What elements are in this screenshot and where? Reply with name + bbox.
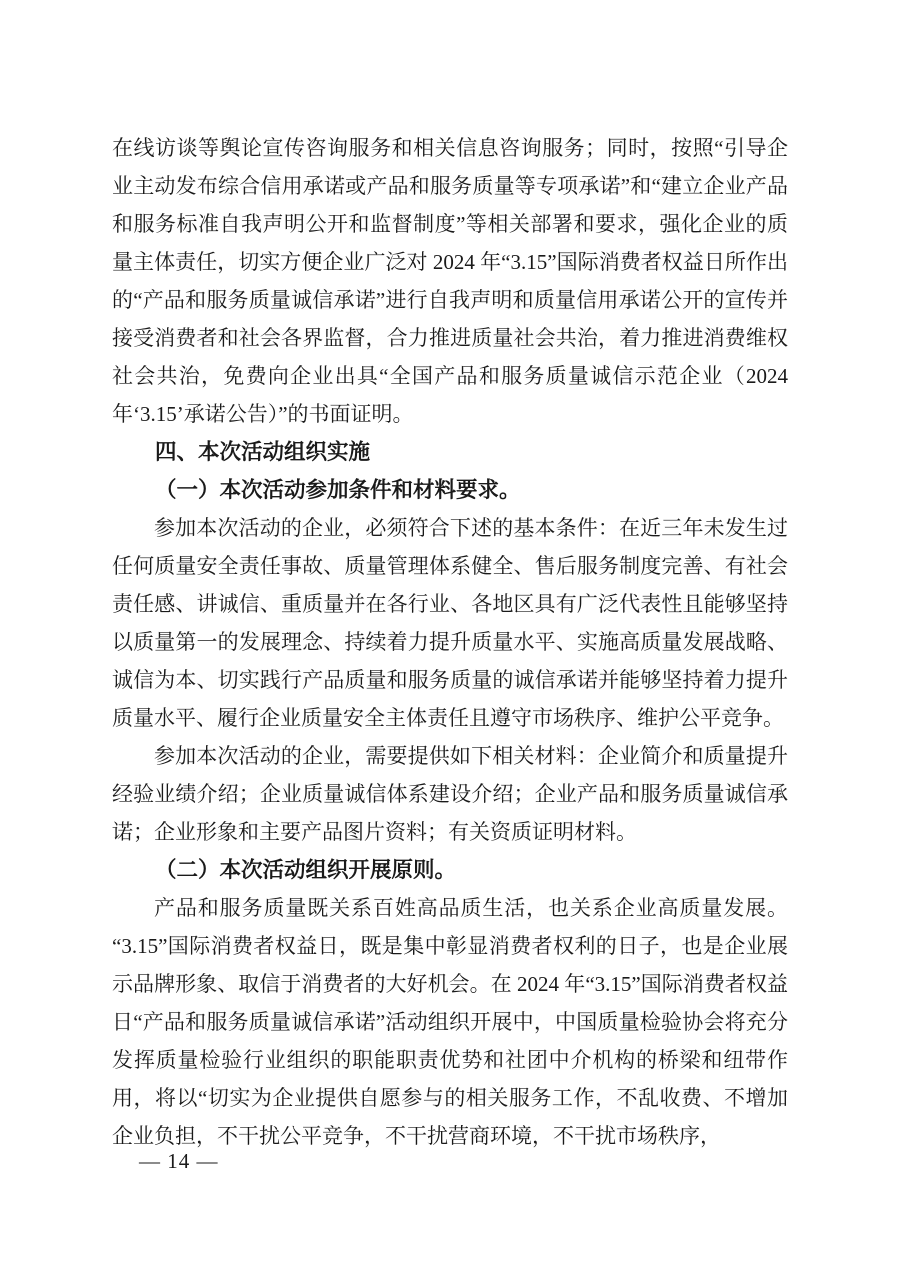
document-body: [112, 129, 788, 1155]
subsection-heading-1: （一）本次活动参加条件和材料要求。: [155, 478, 521, 502]
paragraph-conditions: 参加本次活动的企业，必须符合下述的基本条件：在近三年未发生过任何质量安全责任事故、质量管理体系健全、售后服务制度完善、有社会责任感、讲诚信、重质量并在各行业、各地区具有广泛代表性且能够坚持以质量第一的发展理念、持续着力提升质量水平、实施高质量发展战略、诚信为本、切实践行产品质量和服务质量的诚信承诺并能够坚持着力提升质量水平、履行企业质量安全主体责任且遵守市场秩序、维护公平竞争。: [112, 516, 788, 730]
subsection-heading-2: （二）本次活动组织开展原则。: [155, 858, 457, 882]
section-heading-4: 四、本次活动组织实施: [155, 440, 371, 464]
page-number: — 14 —: [139, 1149, 219, 1173]
paragraph-materials: 参加本次活动的企业，需要提供如下相关材料：企业简介和质量提升经验业绩介绍；企业质量诚信体系建设介绍；企业产品和服务质量诚信承诺；企业形象和主要产品图片资料；有关资质证明材料。: [112, 744, 788, 844]
paragraph-continuation: 在线访谈等舆论宣传咨询服务和相关信息咨询服务；同时，按照“引导企业主动发布综合信用承诺或产品和服务质量等专项承诺”和“建立企业产品和服务标准自我声明公开和监督制度”等相关部署和要求，强化企业的质量主体责任，切实方便企业广泛对 2024 年“3.15”国际消费者权益日所作出的“产品和服务质量诚信承诺”进行自我声明和质量信用承诺公开的宣传并接受消费者和社会各界监督，合力推进质量社会共治，着力推进消费维权社会共治，免费向企业出具“全国产品和服务质量诚信示范企业（2024 年‘3.15’承诺公告）”的书面证明。: [112, 136, 788, 426]
paragraph-principles: 产品和服务质量既关系百姓高品质生活，也关系企业高质量发展。“3.15”国际消费者权益日，既是集中彰显消费者权利的日子，也是企业展示品牌形象、取信于消费者的大好机会。在 2024 年“3.15”国际消费者权益日“产品和服务质量诚信承诺”活动组织开展中，中国质量检验协会将充分发挥质量检验行业组织的职能职责优势和社团中介机构的桥梁和纽带作用，将以“切实为企业提供自愿参与的相关服务工作，不乱收费、不增加企业负担，不干扰公平竞争，不干扰营商环境，不干扰市场秩序，: [112, 896, 788, 1148]
